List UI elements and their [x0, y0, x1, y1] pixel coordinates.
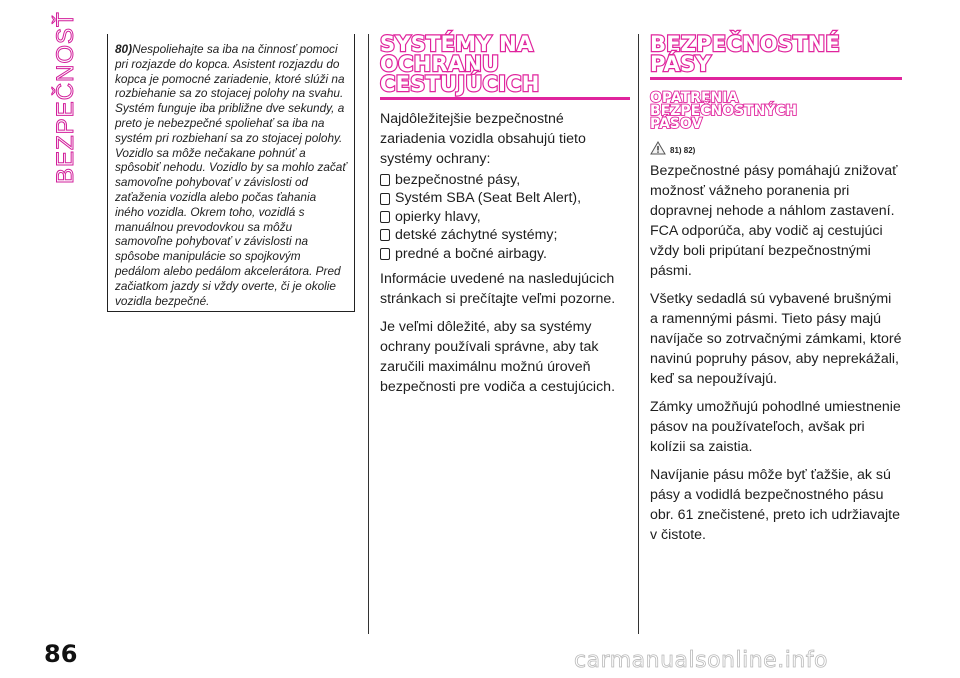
- checkbox-bullet-icon: [380, 248, 390, 260]
- paragraph: Navíjanie pásu môže byť ťažšie, ak sú pásy a vodidlá bezpečnostného pásu obr. 61 znečistené, preto ich udržiavajte v čistote.: [650, 467, 901, 543]
- paragraph: Bezpečnostné pásy pomáhajú znižovať možnosť vážneho poranenia pri dopravnej nehode a náhlom zastavení. FCA odporúča, aby vodič aj cestujúci vždy boli pripútaní bezpečnostnými pásmi.: [650, 163, 898, 279]
- list-item: opierky hlavy,: [380, 208, 630, 226]
- title-underline: [650, 77, 902, 80]
- column-seat-belts: [650, 34, 902, 553]
- list-item: predné a bočné airbagy.: [380, 245, 630, 263]
- subsection-title-seat-belt-precautions: OPATRENIA BEZPEČNOSTNÝCH PÁSOV: [650, 90, 798, 132]
- warning-note-text: [115, 42, 348, 308]
- section-side-title: BEZPEČNOSŤ: [52, 11, 79, 184]
- checkbox-bullet-icon: [380, 211, 390, 223]
- section-title-seat-belts: BEZPEČNOSTNÉ PÁSY: [650, 32, 840, 76]
- checkbox-bullet-icon: [380, 193, 390, 205]
- intro-paragraph: Najdôležitejšie bezpečnostné zariadenia vozidla obsahujú tieto systémy ochrany:: [380, 111, 586, 167]
- protection-systems-list: [380, 171, 630, 263]
- page-number: 86: [44, 640, 78, 668]
- warning-reference-row: [650, 141, 902, 155]
- warning-note-box: [107, 34, 355, 312]
- section-title-occupant-protection: SYSTÉMY NA OCHRANU CESTUJÚCICH: [380, 32, 540, 96]
- paragraph: Zámky umožňujú pohodlné umiestnenie pásov na používateľoch, avšak pri kolízii sa zaistia.: [650, 399, 901, 455]
- column-divider-1: [368, 34, 369, 634]
- list-item: Systém SBA (Seat Belt Alert),: [380, 189, 630, 207]
- watermark: carmanualsonline.info: [574, 648, 828, 673]
- warning-refs: 81) 82): [670, 146, 696, 155]
- importance-paragraph: Je veľmi dôležité, aby sa systémy ochrany používali správne, aby tak zaručili maximálnu možnú úroveň bezpečnosti pre vodiča a cestujúcich.: [380, 319, 616, 396]
- warning-note-body: Nespoliehajte sa iba na činnosť pomoci pri rozjazde do kopca. Asistent rozjazdu do kopca je pomocné zariadenie, ktoré slúži na rozbiehanie sa zo stojacej polohy na svahu. Systém funguje iba približne dve sekundy, a preto je nebezpečné spoliehať sa iba na systém pri rozbiehaní sa zo stojacej polohy. Vozidlo sa môže nečakane pohnúť a spôsobiť nehodu. Vozidlo by sa mohlo začať samovoľne pohybovať v závislosti od zaťaženia vozidla alebo počas ťahania iného vozidla. Okrem toho, vozidlá s manuálnou prevodovkou sa môžu samovoľne pohybovať v závislosti na spôsobe manipulácie so spojkovým pedálom alebo pedálom akcelerátora. Pred začiatkom jazdy si vždy overte, či je okolie vozidla bezpečné.: [115, 42, 347, 308]
- paragraph: Všetky sedadlá sú vybavené brušnými a ramennými pásmi. Tieto pásy majú navíjače so zotrvačnými zámkami, ktoré navinú popruhy pásov, aby neprekážali, keď sa nepoužívajú.: [650, 291, 902, 387]
- warning-triangle-icon: [650, 141, 666, 155]
- list-item: bezpečnostné pásy,: [380, 171, 630, 189]
- info-paragraph: Informácie uvedené na nasledujúcich stránkach si prečítajte veľmi pozorne.: [380, 271, 616, 308]
- warning-note-ref: 80): [115, 42, 133, 56]
- checkbox-bullet-icon: [380, 174, 390, 186]
- column-divider-2: [638, 34, 639, 634]
- checkbox-bullet-icon: [380, 229, 390, 241]
- list-item: detské záchytné systémy;: [380, 226, 630, 244]
- column-occupant-protection: [380, 34, 630, 405]
